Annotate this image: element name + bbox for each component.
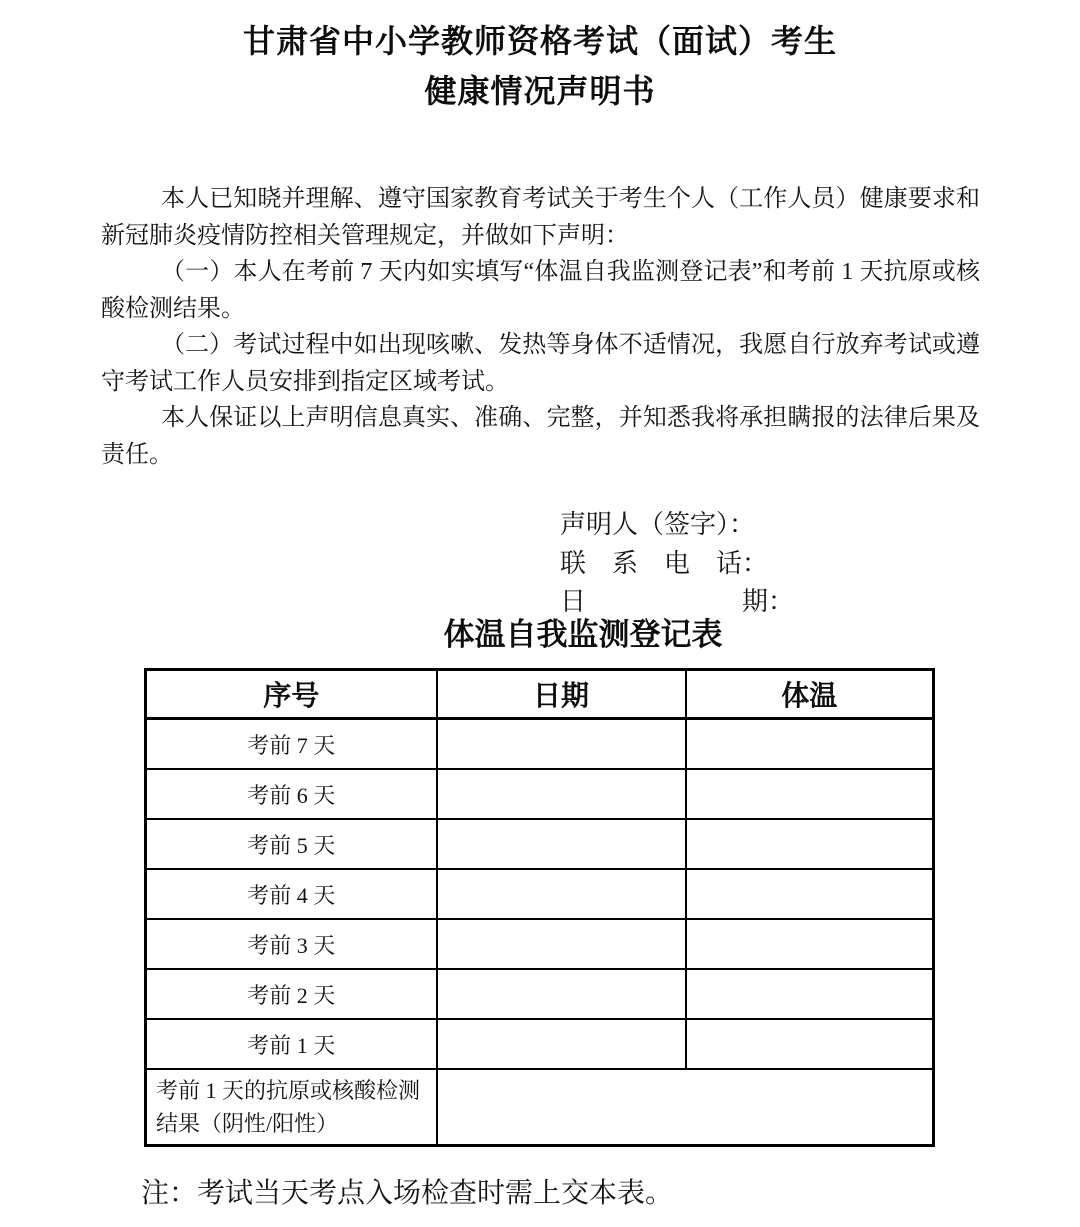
temperature-cell-day-3 [686, 919, 934, 969]
temperature-cell-day-6 [686, 769, 934, 819]
antigen-result-label-cell: 考前 1 天的抗原或核酸检测结果（阴性/阳性） [146, 1069, 437, 1146]
document-title-line-2: 健康情况声明书 [424, 73, 656, 109]
row-label-day-7: 考前 7 天 [146, 719, 437, 770]
table-row-day-3 [146, 919, 934, 969]
table-row-day-5 [146, 819, 934, 869]
header-temperature: 体温 [686, 670, 934, 719]
declaration-body [101, 181, 980, 473]
row-label-day-5: 考前 5 天 [146, 819, 437, 869]
date-cell-day-6 [437, 769, 686, 819]
temperature-cell-day-5 [686, 819, 934, 869]
table-row-day-6 [146, 769, 934, 819]
table-row-day-1 [146, 1019, 934, 1069]
contact-phone-label: 联 系 电 话： [560, 548, 769, 578]
temperature-cell-day-4 [686, 869, 934, 919]
header-serial: 序号 [146, 670, 437, 719]
declaration-paragraph-pledge: 本人保证以上声明信息真实、准确、完整，并知悉我将承担瞒报的法律后果及责任。 [101, 405, 980, 468]
table-row-day-4 [146, 869, 934, 919]
signer-signature-label: 声明人（签字）： [560, 510, 756, 539]
table-row-day-7 [146, 719, 934, 770]
row-label-day-4: 考前 4 天 [146, 869, 437, 919]
row-label-day-1: 考前 1 天 [146, 1019, 437, 1069]
row-label-day-3: 考前 3 天 [146, 919, 437, 969]
date-cell-day-2 [437, 969, 686, 1019]
footer-note: 注：考试当天考点入场检查时需上交本表。 [141, 1178, 674, 1209]
temperature-cell-day-1 [686, 1019, 934, 1069]
date-label: 日 期： [560, 587, 795, 616]
declaration-paragraph-item-1: （一）本人在考前 7 天内如实填写“体温自我监测登记表”和考前 1 天抗原或核酸检测结果。 [101, 259, 980, 322]
date-cell-day-4 [437, 869, 686, 919]
row-label-day-2: 考前 2 天 [146, 969, 437, 1019]
date-cell-day-5 [437, 819, 686, 869]
date-cell-day-3 [437, 919, 686, 969]
signature-block [560, 506, 794, 622]
date-cell-day-1 [437, 1019, 686, 1069]
temperature-cell-day-7 [686, 719, 934, 770]
date-cell-day-7 [437, 719, 686, 770]
table-row-antigen-result [146, 1069, 934, 1146]
table-row-day-2 [146, 969, 934, 1019]
temperature-monitor-table [144, 668, 935, 1147]
temperature-cell-day-2 [686, 969, 934, 1019]
header-date: 日期 [437, 670, 686, 719]
row-label-day-6: 考前 6 天 [146, 769, 437, 819]
declaration-paragraph-intro: 本人已知晓并理解、遵守国家教育考试关于考生个人（工作人员）健康要求和新冠肺炎疫情防控相关管理规定，并做如下声明： [101, 186, 980, 249]
temperature-table-title: 体温自我监测登记表 [443, 617, 723, 652]
antigen-result-value-cell [437, 1069, 934, 1146]
table-header-row [146, 670, 934, 719]
declaration-paragraph-item-2: （二）考试过程中如出现咳嗽、发热等身体不适情况，我愿自行放弃考试或遵守考试工作人员安排到指定区域考试。 [101, 332, 980, 395]
document-title-line-1: 甘肃省中小学教师资格考试（面试）考生 [242, 23, 837, 59]
